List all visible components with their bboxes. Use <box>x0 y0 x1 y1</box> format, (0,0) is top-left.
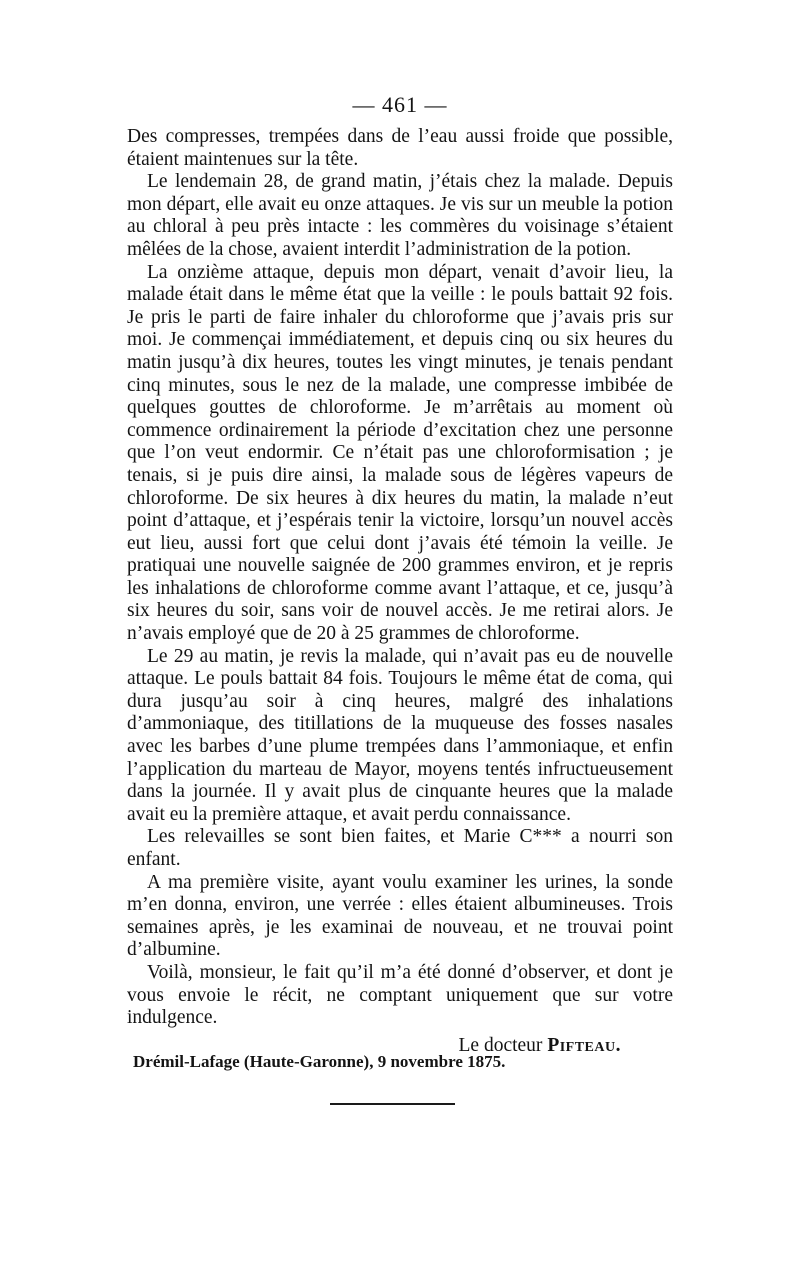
paragraph-5: Les relevailles se sont bien faites, et Marie C*** a nourri son enfant. <box>127 826 673 870</box>
paragraph-3: La onzième attaque, depuis mon départ, venait d’avoir lieu, la malade était dans le même état que la veille : le pouls battait 92 fois. Je pris le parti de faire inhaler du chloroforme que j’avais pris sur moi. Je commençai immédiatement, et depuis cinq ou six heures du matin jusqu’à dix heures, toutes les vingt minutes, je tenais pendant cinq minutes, sous le nez de la malade, une compresse imbibée de quelques gouttes de chloroforme. Je m’arrêtais au moment où commence ordinairement la période d’excitation chez une personne que l’on veut endormir. Ce n’était pas une chloroformisation ; je tenais, si je puis dire ainsi, la malade sous de légères vapeurs de chloroforme. De six heures à dix heures du matin, la malade n’eut point d’attaque, et j’espérais tenir la victoire, lorsqu’un nouvel accès eut lieu, aussi fort que celui dont j’avais été témoin la veille. Je pratiquai une nouvelle saignée de 200 grammes environ, et je repris les inhalations de chloroforme comme avant l’attaque, et ce, jusqu’à six heures du soir, sans voir de nouvel accès. Je me retirai alors. Je n’avais employé que de 20 à 25 grammes de chloroforme. <box>127 261 673 645</box>
paragraph-7: Voilà, monsieur, le fait qu’il m’a été donné d’observer, et dont je vous envoie le récit, ne comptant uniquement que sur votre indulgence. <box>127 961 673 1029</box>
dateline: Drémil-Lafage (Haute-Garonne), 9 novembre 1875. <box>133 1052 506 1071</box>
paragraph-6: A ma première visite, ayant voulu examiner les urines, la sonde m’en donna, environ, une verrée : elles étaient albumineuses. Trois semaines après, je les examinai de nouveau, et ne trouvai point d’albumine. <box>127 871 673 961</box>
signature-prefix: Le docteur <box>458 1034 548 1056</box>
page-number: — 461 — <box>352 92 448 117</box>
letter-body <box>127 126 673 1057</box>
paragraph-4: Le 29 au matin, je revis la malade, qui n’avait pas eu de nouvelle attaque. Le pouls battait 84 fois. Toujours le même état de coma, qui dura jusqu’au soir à cinq heures, malgré des inhalations d’ammoniaque, des titillations de la muqueuse des fosses nasales avec les barbes d’une plume trempées dans l’ammoniaque, et enfin l’application du marteau de Mayor, moyens tentés infructueusement dans la journée. Il y avait plus de cinquante heures que la malade avait eu la première attaque, et avait perdu connaissance. <box>127 645 673 825</box>
paragraph-2: Le lendemain 28, de grand matin, j’étais chez la malade. Depuis mon départ, elle avait eu onze attaques. Je vis sur un meuble la potion au chloral à peu près intacte : les commères du voisinage s’étaient mêlées de la chose, avaient interdit l’administration de la potion. <box>127 171 673 260</box>
signature-name: Pifteau. <box>547 1034 621 1056</box>
paragraph-1: Des compresses, trempées dans de l’eau aussi froide que possible, étaient maintenues sur la tête. <box>127 126 673 170</box>
closing-rule <box>330 1103 455 1105</box>
